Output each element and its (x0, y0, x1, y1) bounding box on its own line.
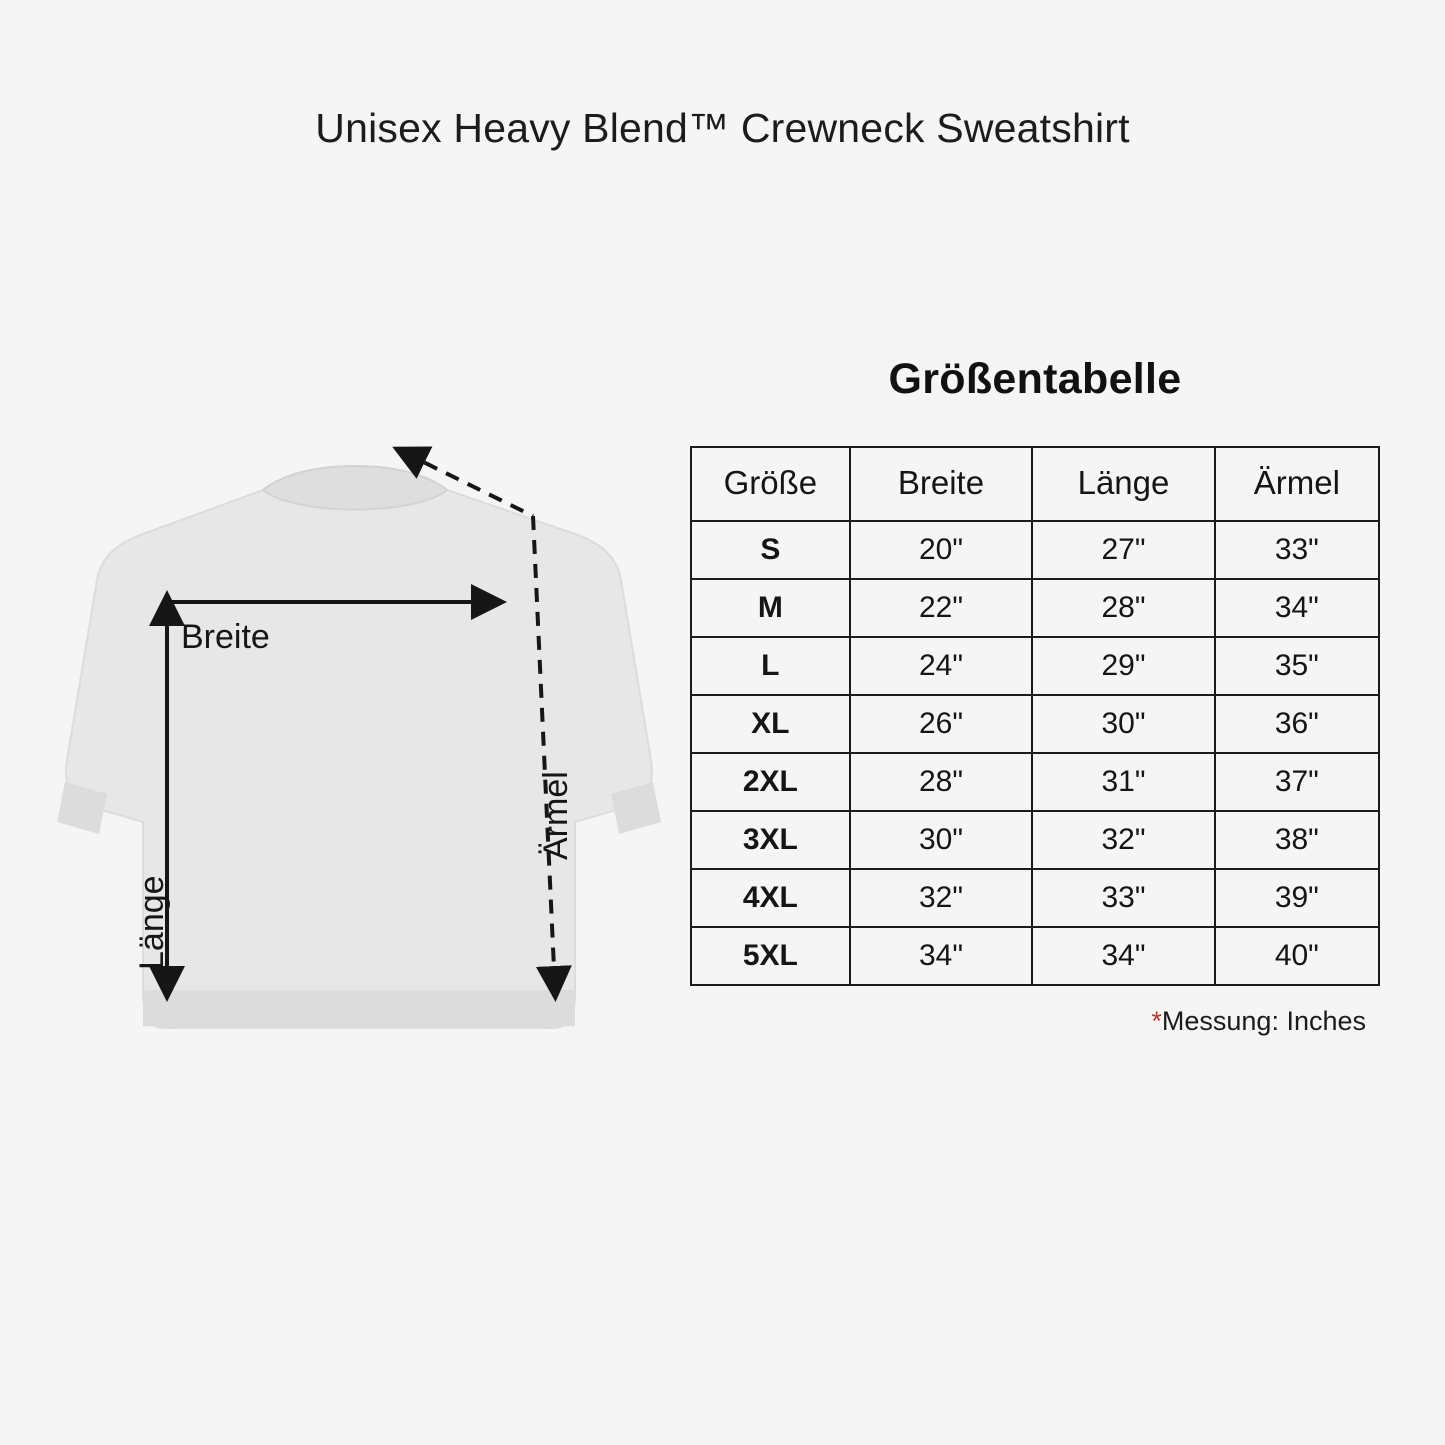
cell-size: 4XL (691, 869, 850, 927)
table-row (691, 521, 1379, 579)
column-header-sleeve: Ärmel (1215, 447, 1379, 521)
cell-length: 33" (1032, 869, 1214, 927)
cell-width: 24" (850, 637, 1033, 695)
cell-size: M (691, 579, 850, 637)
footnote-asterisk: * (1151, 1006, 1162, 1036)
size-table (690, 446, 1380, 986)
cell-width: 30" (850, 811, 1033, 869)
cell-length: 27" (1032, 521, 1214, 579)
page-title: Unisex Heavy Blend™ Crewneck Sweatshirt (315, 105, 1130, 152)
cell-sleeve: 40" (1215, 927, 1379, 985)
cell-length: 31" (1032, 753, 1214, 811)
length-label: Länge (133, 875, 171, 970)
cell-width: 28" (850, 753, 1033, 811)
table-row (691, 811, 1379, 869)
measurement-footnote (690, 1006, 1380, 1037)
table-row (691, 579, 1379, 637)
cell-width: 22" (850, 579, 1033, 637)
cell-sleeve: 35" (1215, 637, 1379, 695)
cell-size: 5XL (691, 927, 850, 985)
cell-length: 34" (1032, 927, 1214, 985)
cell-length: 32" (1032, 811, 1214, 869)
size-chart-heading: Größentabelle (888, 355, 1182, 403)
cell-sleeve: 33" (1215, 521, 1379, 579)
cell-size: XL (691, 695, 850, 753)
cell-size: 3XL (691, 811, 850, 869)
cell-length: 29" (1032, 637, 1214, 695)
cell-length: 28" (1032, 579, 1214, 637)
cell-size: L (691, 637, 850, 695)
table-header-row (691, 447, 1379, 521)
cell-size: 2XL (691, 753, 850, 811)
table-row (691, 695, 1379, 753)
cell-width: 34" (850, 927, 1033, 985)
table-row (691, 753, 1379, 811)
column-header-length: Länge (1032, 447, 1214, 521)
footnote-text: Messung: Inches (1161, 1006, 1366, 1036)
cell-sleeve: 39" (1215, 869, 1379, 927)
table-row (691, 637, 1379, 695)
cell-width: 32" (850, 869, 1033, 927)
cell-size: S (691, 521, 850, 579)
cell-sleeve: 37" (1215, 753, 1379, 811)
column-header-size: Größe (691, 447, 850, 521)
sleeve-label: Ärmel (537, 771, 575, 860)
table-row (691, 869, 1379, 927)
cell-sleeve: 38" (1215, 811, 1379, 869)
width-label: Breite (181, 618, 270, 656)
cell-length: 30" (1032, 695, 1214, 753)
cell-width: 26" (850, 695, 1033, 753)
garment-illustration (55, 430, 685, 1110)
cell-width: 20" (850, 521, 1033, 579)
cell-sleeve: 36" (1215, 695, 1379, 753)
column-header-width: Breite (850, 447, 1033, 521)
cell-sleeve: 34" (1215, 579, 1379, 637)
size-chart-panel (690, 355, 1380, 1037)
table-row (691, 927, 1379, 985)
